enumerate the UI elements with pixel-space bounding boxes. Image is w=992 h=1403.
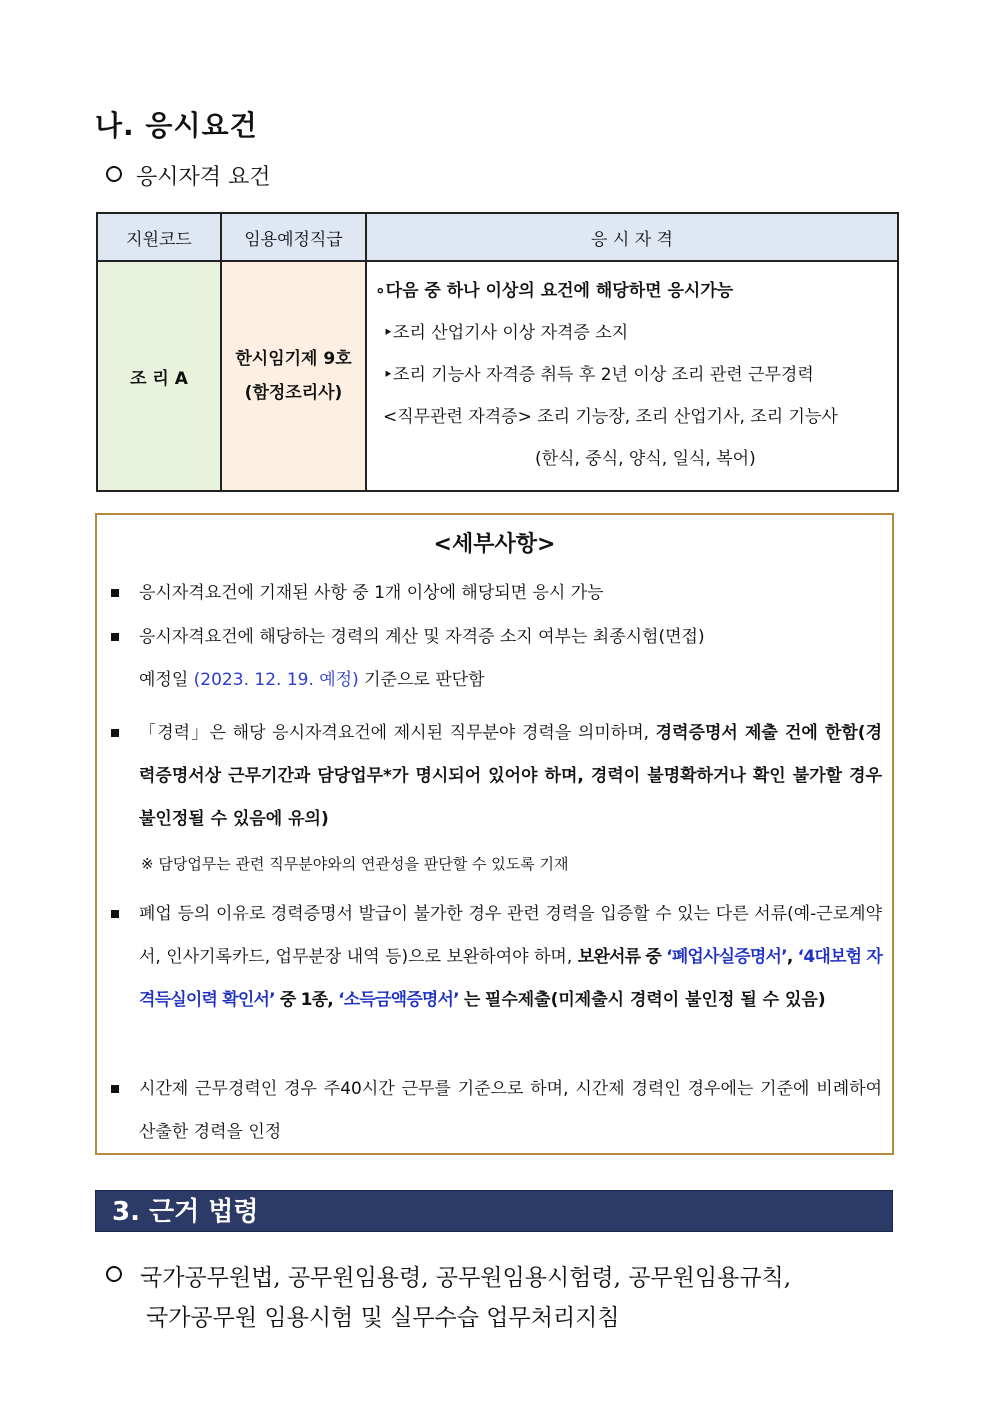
doc-closure-cert: ‘폐업사실증명서’ (666, 947, 787, 967)
square-bullet-icon (111, 589, 119, 597)
cell-rank (221, 261, 366, 491)
law-line: 국가공무원 임용시험 및 실무수습 업무처리지침 (146, 1305, 620, 1331)
qualification-line: ‣조리 산업기사 이상 자격증 소지 (383, 323, 629, 343)
law-list (106, 1258, 791, 1338)
square-bullet-icon (111, 633, 119, 641)
requirements-table (96, 212, 899, 492)
header-code: 지원코드 (97, 213, 221, 261)
item-text-part: 보완서류 중 (577, 947, 667, 967)
qualification-line: <직무관련 자격증> 조리 기능장, 조리 산업기사, 조리 기능사 (383, 407, 838, 427)
doc-income-cert: ‘소득금액증명서’ (338, 990, 459, 1010)
details-box (95, 513, 894, 1155)
square-bullet-icon (111, 729, 119, 737)
section-3-header: 3. 근거 법령 (95, 1190, 893, 1232)
header-rank: 임용예정직급 (221, 213, 366, 261)
item-text-part: , (786, 947, 798, 967)
square-bullet-icon (111, 1085, 119, 1093)
list-item (111, 1068, 882, 1154)
item-text-line: 응시자격요건에 해당하는 경력의 계산 및 자격증 소지 여부는 최종시험(면접) (139, 627, 705, 647)
list-item (111, 712, 882, 841)
exam-date: (2023. 12. 19. 예정) (193, 670, 359, 690)
law-line (106, 1258, 791, 1298)
item-text (139, 893, 882, 1022)
qualification-line: ∘다음 중 하나 이상의 요건에 해당하면 응시가능 (375, 281, 734, 301)
rank-line-2: (함정조리사) (244, 383, 343, 403)
qualification-line: (한식, 중식, 양식, 일식, 복어) (535, 449, 756, 469)
cell-code: 조 리 A (97, 261, 221, 491)
item-text-bold: 경력증명서 제출 건에 한함(경력증명서상 근무기간과 담당업무*가 명시되어 있어야 하며, 경력이 불명확하거나 확인 불가할 경우 불인정될 수 있음에 유의) (139, 723, 882, 829)
item-text: 시간제 근무경력인 경우 주40시간 근무를 기준으로 하며, 시간제 경력인 경우에는 기준에 비례하여 산출한 경력을 인정 (139, 1079, 882, 1142)
doc-insurance-cert: ‘4대보험 자격득실이력 확인서’ (139, 947, 882, 1010)
law-text: 국가공무원법, 공무원임용령, 공무원임용시험령, 공무원임용규칙, (140, 1265, 792, 1291)
note-text: ※ 담당업무는 관련 직무분야와의 연관성을 판단할 수 있도록 기재 (141, 855, 569, 873)
header-qualification: 응 시 자 격 (366, 213, 898, 261)
list-item (111, 893, 882, 1022)
item-text (139, 712, 882, 841)
item-text-part: 폐업 등의 이유로 경력증명서 발급이 불가한 경우 관련 경력을 입증할 수 있는 다른 서류(예-근로계약서, 인사기록카드, 업무분장 내역 등)으로 보완하여야 하며, (139, 904, 882, 967)
section-title-na: 나. 응시요건 (95, 109, 258, 142)
cell-qualification (366, 261, 898, 491)
circle-bullet-icon (106, 1266, 122, 1282)
item-text-part: 기준으로 판단함 (358, 670, 485, 690)
item-text-part: 예정일 (139, 670, 194, 690)
table-row (97, 261, 898, 491)
details-title: <세부사항> (433, 532, 556, 557)
list-item (111, 572, 882, 615)
item-text-part: 는 (458, 990, 480, 1010)
subsection-title (106, 160, 271, 191)
rank-line-1: 한시임기제 9호 (235, 349, 352, 369)
item-text-part: 「경력」은 해당 응시자격요건에 제시된 직무분야 경력을 의미하며, (139, 723, 656, 743)
circle-bullet-icon (106, 166, 122, 182)
item-text-part: 중 1종, (274, 990, 339, 1010)
item-text-line (139, 659, 882, 702)
item-text (139, 616, 882, 702)
table-header-row (97, 213, 898, 261)
square-bullet-icon (111, 910, 119, 918)
list-item (111, 616, 882, 702)
qualification-line: ‣조리 기능사 자격증 취득 후 2년 이상 조리 관련 근무경력 (383, 365, 814, 385)
item-text-bold: 필수제출(미제출시 경력이 불인정 될 수 있음) (484, 990, 826, 1010)
subsection-title-text: 응시자격 요건 (136, 165, 271, 190)
item-text: 응시자격요건에 기재된 사항 중 1개 이상에 해당되면 응시 가능 (139, 583, 604, 603)
